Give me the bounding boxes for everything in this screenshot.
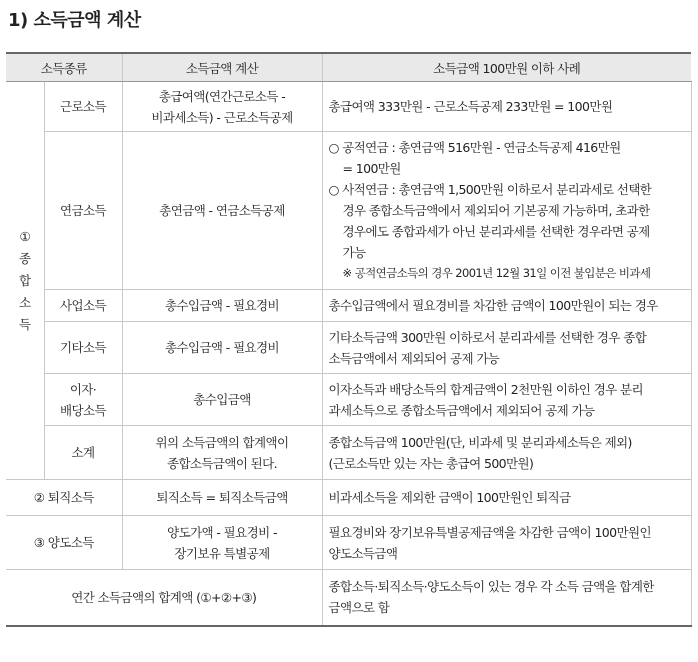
calculation-cell: 총수입금액 - 필요경비 — [122, 322, 322, 374]
table-row — [6, 82, 691, 132]
example-cell: 총급여액 333만원 - 근로소득공제 233만원 = 100만원 — [322, 82, 691, 132]
table-row — [6, 322, 691, 374]
example-cell: 종합소득금액 100만원(단, 비과세 및 분리과세소득은 제외) (근로소득만 있는 자는 총급여 500만원) — [322, 426, 691, 480]
example-cell: 총수입금액에서 필요경비를 차감한 금액이 100만원이 되는 경우 — [322, 290, 691, 322]
income-type-cell: 기타소득 — [44, 322, 122, 374]
table-header-row — [6, 53, 691, 82]
note-text: ※ 공적연금소득의 경우 2001년 12월 31일 이전 불입분은 비과세 — [342, 266, 651, 280]
calculation-cell: 위의 소득금액의 합계액이 종합소득금액이 된다. — [122, 426, 322, 480]
calculation-cell: 총연금액 - 연금소득공제 — [122, 132, 322, 290]
header-income-type: 소득종류 — [6, 53, 122, 82]
calculation-cell: 총수입금액 — [122, 374, 322, 426]
example-cell: 종합소득·퇴직소득·양도소득이 있는 경우 각 소득 금액을 합계한 금액으로 함 — [322, 570, 691, 626]
table-row — [6, 132, 691, 290]
comprehensive-income-label: ① 종 합 소 득 — [6, 82, 44, 480]
income-type-cell: 소계 — [44, 426, 122, 480]
income-type-cell: ③ 양도소득 — [6, 516, 122, 570]
income-type-cell: 사업소득 — [44, 290, 122, 322]
table-row — [6, 290, 691, 322]
table-row — [6, 480, 691, 516]
example-cell: 필요경비와 장기보유특별공제금액을 차감한 금액이 100만원인 양도소득금액 — [322, 516, 691, 570]
section-title: 1) 소득금액 계산 — [8, 10, 141, 31]
example-cell: 기타소득금액 300만원 이하로서 분리과세를 선택한 경우 종합 소득금액에서 제외되어 공제 가능 — [322, 322, 691, 374]
table-row — [6, 516, 691, 570]
example-cell: 비과세소득을 제외한 금액이 100만원인 퇴직금 — [322, 480, 691, 516]
table-row — [6, 374, 691, 426]
calculation-cell: 퇴직소득 = 퇴직소득금액 — [122, 480, 322, 516]
example-cell: 이자소득과 배당소득의 합계금액이 2천만원 이하인 경우 분리 과세소득으로 종합소득금액에서 제외되어 공제 가능 — [322, 374, 691, 426]
table-row — [6, 426, 691, 480]
income-calculation-table — [6, 52, 692, 627]
calculation-cell: 총수입금액 - 필요경비 — [122, 290, 322, 322]
example-cell: ○ 공적연금 : 총연금액 516만원 - 연금소득공제 416만원 = 100만원 ○ 사적연금 : 총연금액 1,500만원 이하로서 분리과세로 선택한 경우 종합소득금액에서 제외되어 기본공제 가능하며, 초과한 경우에도 종합과세가 아닌 분리과세를 선택한 경우라면 공제 가능 ※ 공적연금소득의 경우 2001년 12월 31일 이전 불입분은 비과세 — [322, 132, 691, 290]
calculation-cell: 양도가액 - 필요경비 - 장기보유 특별공제 — [122, 516, 322, 570]
header-example: 소득금액 100만원 이하 사례 — [322, 53, 691, 82]
income-type-cell: 연금소득 — [44, 132, 122, 290]
income-type-cell: ② 퇴직소득 — [6, 480, 122, 516]
table-row — [6, 570, 691, 626]
calculation-cell: 총급여액(연간근로소득 - 비과세소득) - 근로소득공제 — [122, 82, 322, 132]
header-calculation: 소득금액 계산 — [122, 53, 322, 82]
income-type-cell: 근로소득 — [44, 82, 122, 132]
total-label-cell: 연간 소득금액의 합계액 (①+②+③) — [6, 570, 322, 626]
income-type-cell: 이자· 배당소득 — [44, 374, 122, 426]
